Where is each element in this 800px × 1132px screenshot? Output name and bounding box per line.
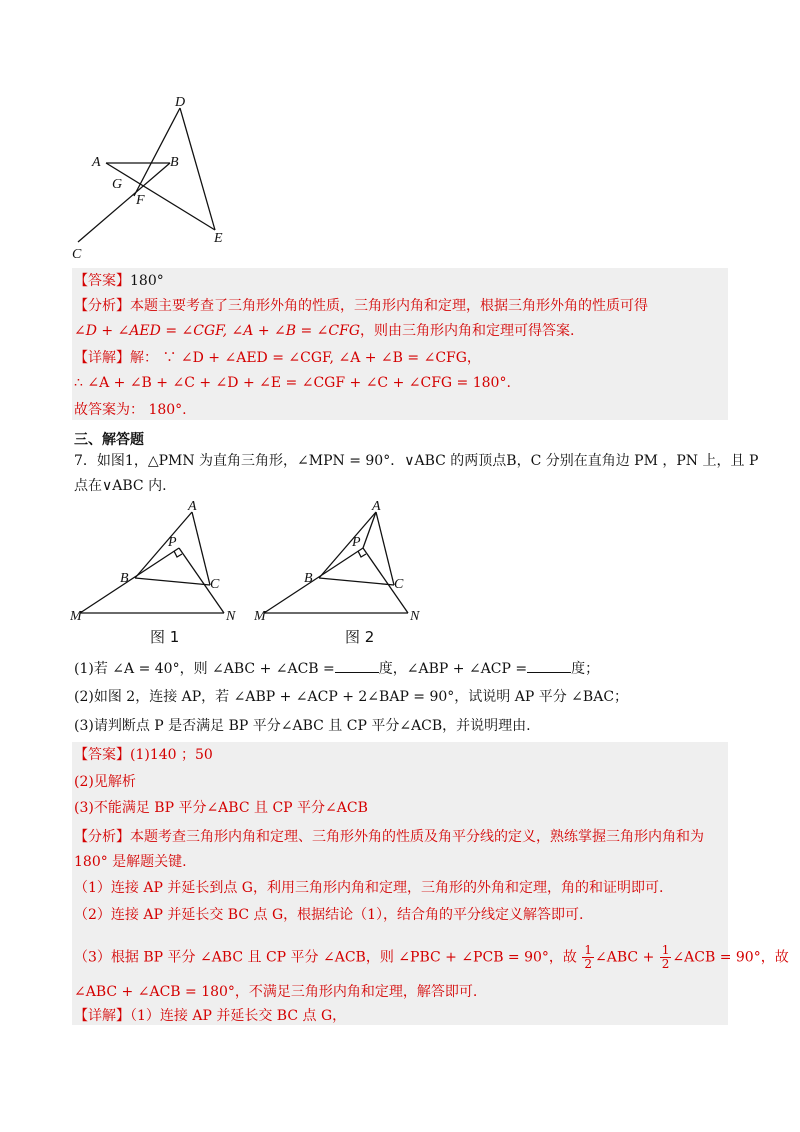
label-N: N (410, 609, 420, 624)
label-C: C (72, 247, 82, 262)
caption-fig1: 图 1 (150, 628, 180, 646)
label-F: F (136, 193, 145, 208)
q7-part-1: (1)若 ∠A = 40°，则 ∠ABC + ∠ACB = 度，∠ABP + ∠ACP = 度； (74, 658, 599, 679)
detail-line-2: ∴ ∠A + ∠B + ∠C + ∠D + ∠E = ∠CGF + ∠C + ∠CFG = 180°. (74, 375, 511, 391)
label-B: B (170, 155, 179, 170)
label-B: B (120, 571, 129, 586)
analysis-7-line-1: 【分析】本题考查三角形内角和定理、三角形外角的性质及角平分线的定义，熟练掌握三角形内角和为 (74, 829, 704, 845)
q7-part-2: (2)如图 2，连接 AP，若 ∠ABP + ∠ACP + 2∠BAP = 90°，试说明 AP 平分 ∠BAC； (74, 689, 629, 705)
label-G: G (112, 177, 123, 192)
q7-part-3: (3)请判断点 P 是否满足 BP 平分∠ABC 且 CP 平分∠ACB，并说明理由. (74, 718, 531, 734)
detail-line-1: 【详解】解： ∵ ∠D + ∠AED = ∠CGF, ∠A + ∠B = ∠CFG， (74, 350, 481, 366)
step-3-cont: ∠ABC + ∠ACB = 180°，不满足三角形内角和定理，解答即可. (74, 984, 478, 1000)
step-2: （2）连接 AP 并延长交 BC 点 G，根据结论（1），结合角的平分线定义解答即可. (74, 907, 584, 923)
q7-line-2: 点在∨ABC 内. (74, 478, 167, 494)
label-M: M (70, 609, 82, 624)
figure-q7-1 (70, 496, 250, 626)
label-N: N (226, 609, 236, 624)
label-A: A (92, 155, 101, 170)
label-C: C (210, 577, 220, 592)
figure-star (70, 92, 240, 262)
analysis-7-line-2: 180° 是解题关键. (74, 854, 187, 870)
label-M: M (254, 609, 266, 624)
detail-line-3: 故答案为： 180°. (74, 402, 187, 418)
label-B: B (304, 571, 313, 586)
section-title: 三、解答题 (74, 432, 144, 448)
fraction-half: $\frac{1}{2}$ (661, 943, 670, 971)
label-P: P (352, 535, 361, 550)
step-1: （1）连接 AP 并延长到点 G，利用三角形内角和定理，三角形的外角和定理，角的和证明即可. (74, 880, 664, 896)
detail-7-line-1: 【详解】（1）连接 AP 并延长交 BC 点 G， (74, 1008, 347, 1024)
q7-line-1: 7．如图1，△PMN 为直角三角形，∠MPN = 90°．∨ABC 的两顶点B，C 分别在直角边 PM ，PN 上，且 P (74, 453, 759, 469)
answer-2: (2)见解析 (74, 774, 136, 790)
label-A: A (188, 499, 197, 514)
analysis-line-1: 【分析】本题主要考查了三角形外角的性质，三角形内角和定理，根据三角形外角的性质可得 (74, 298, 648, 314)
answer-3: (3)不能满足 BP 平分∠ABC 且 CP 平分∠ACB (74, 800, 368, 816)
answer-1: 【答案】(1)140 ；50 (74, 747, 213, 763)
answer-line: 【答案】180° (74, 273, 164, 289)
answer-box-6 (72, 268, 728, 420)
step-3: （3）根据 BP 平分 ∠ABC 且 CP 平分 ∠ACB，则 ∠PBC + ∠PCB = 90°，故 $\frac{1}{2}$ ∠ABC + $\frac{1}{2}$ ∠ACB = 90°，故 (74, 943, 789, 971)
label-C: C (394, 577, 404, 592)
label-D: D (175, 95, 186, 110)
fraction-half: $\frac{1}{2}$ (584, 943, 593, 971)
label-P: P (168, 535, 177, 550)
label-E: E (214, 231, 223, 246)
figure-q7-2 (254, 496, 434, 626)
label-A: A (372, 499, 381, 514)
analysis-line-2: ∠D + ∠AED = ∠CGF, ∠A + ∠B = ∠CFG，则由三角形内角和定理可得答案. (74, 323, 575, 339)
caption-fig2: 图 2 (345, 628, 375, 646)
